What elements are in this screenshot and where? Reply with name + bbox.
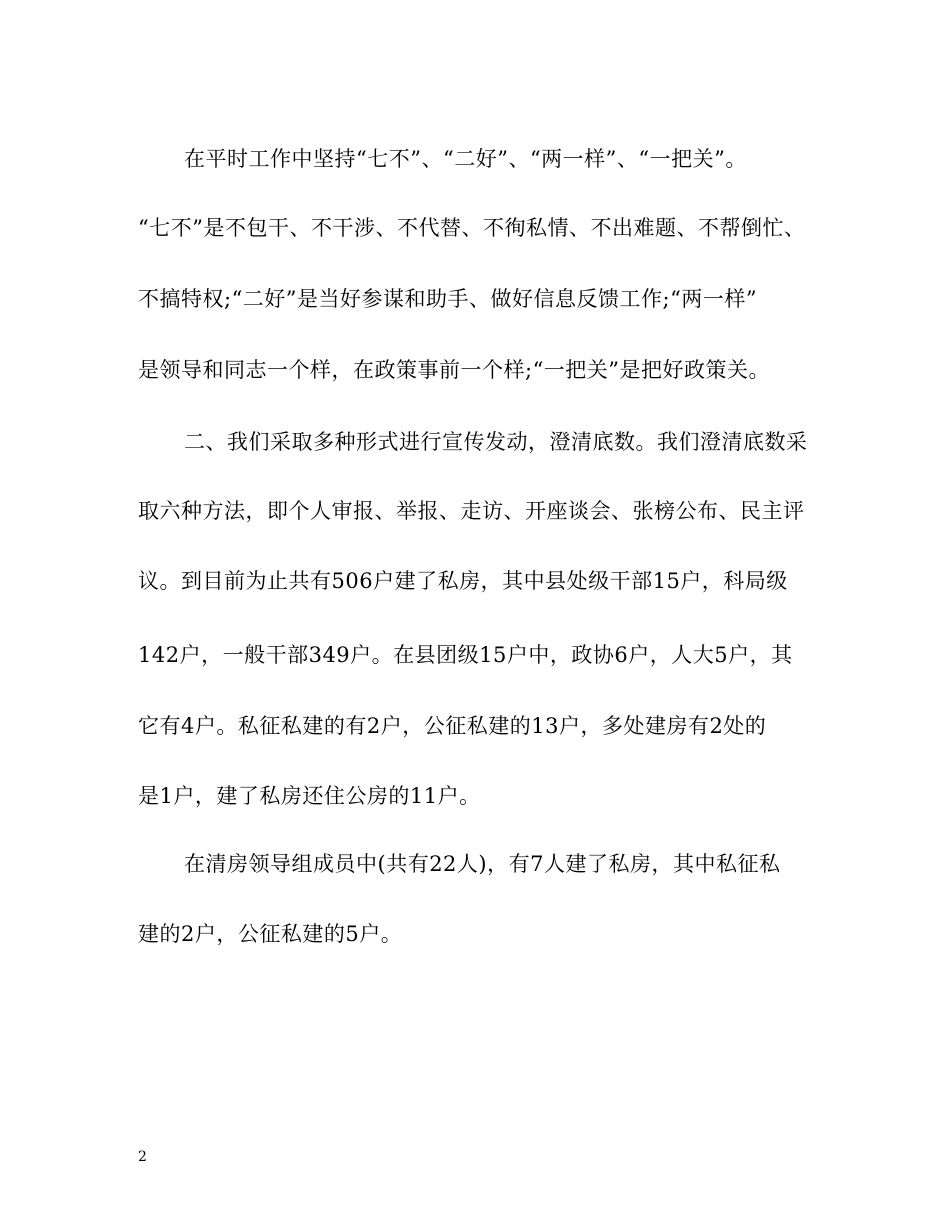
text-line: 142户，一般干部349户。在县团级15户中，政协6户，人大5户，其 — [138, 643, 793, 667]
text-line: 它有4户。私征私建的有2户，公征私建的13户，多处建房有2处的 — [138, 714, 767, 738]
text-line: 建的2户，公征私建的5户。 — [138, 922, 403, 946]
text-line: 二、我们采取多种形式进行宣传发动，澄清底数。我们澄清底数采 — [184, 430, 808, 454]
text-line: 是领导和同志一个样，在政策事前一个样;“一把关”是把好政策关。 — [138, 358, 771, 382]
text-line: 不搞特权;“二好”是当好参谋和助手、做好信息反馈工作;“两一样” — [138, 287, 758, 311]
text-line: “七不”是不包干、不干涉、不代替、不徇私情、不出难题、不帮倒忙、 — [138, 216, 806, 240]
text-line: 在清房领导组成员中(共有22人)，有7人建了私房，其中私征私 — [184, 852, 781, 876]
text-line: 是1户，建了私房还住公房的11户。 — [138, 784, 481, 808]
text-line: 取六种方法，即个人审报、举报、走访、开座谈会、张榜公布、民主评 — [138, 499, 805, 523]
text-line: 在平时工作中坚持“七不”、“二好”、“两一样”、“一把关”。 — [184, 147, 747, 171]
page-number: 2 — [138, 1149, 147, 1165]
text-line: 议。到目前为止共有506户建了私房，其中县处级干部15户，科局级 — [138, 569, 788, 593]
